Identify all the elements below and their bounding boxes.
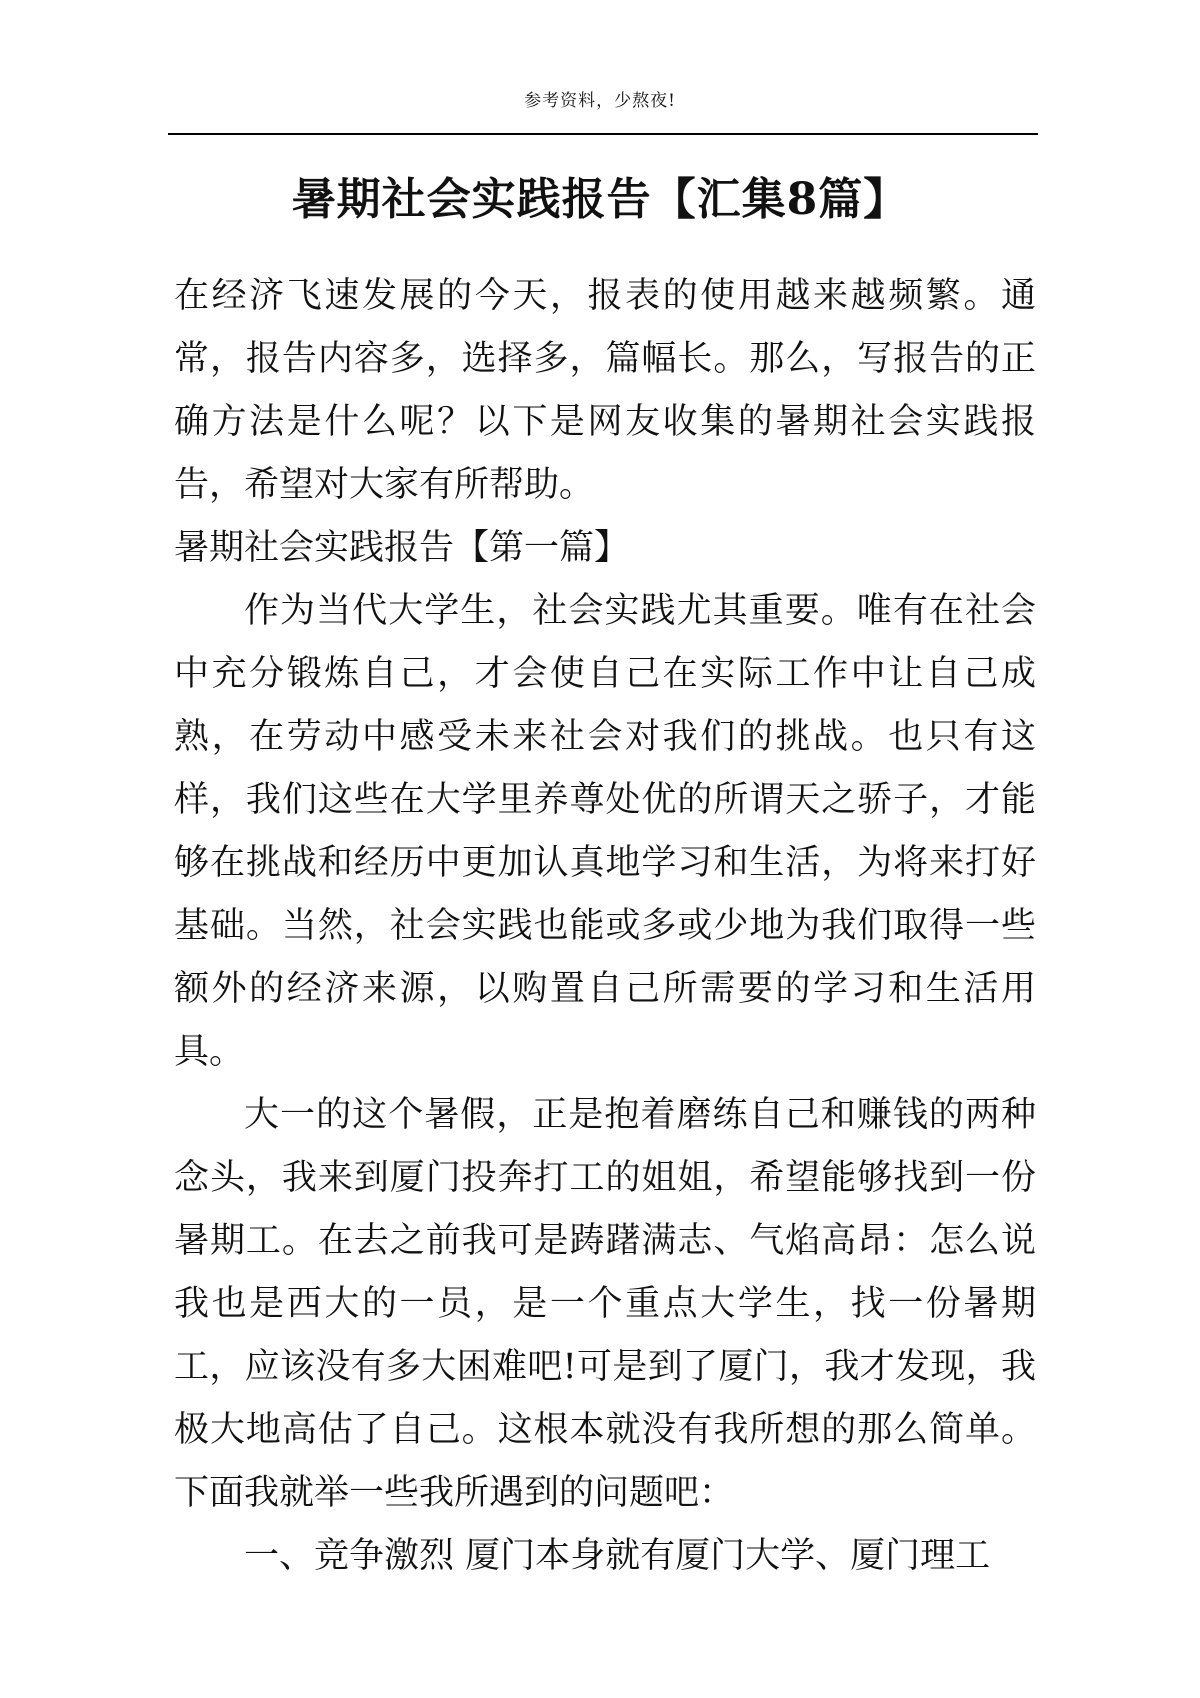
header-divider <box>168 133 1038 135</box>
body-paragraph: 大一的这个暑假，正是抱着磨练自己和赚钱的两种念头，我来到厦门投奔打工的姐姐，希望能够找到一份暑期工。在去之前我可是踌躇满志、气焰高昂：怎么说我也是西大的一员，是一个重点大学生，找一份暑期工，应该没有多大困难吧!可是到了厦门，我才发现，我极大地高估了自己。这根本就没有我所想的那么简单。下面我就举一些我所遇到的问题吧： <box>174 1095 1036 1513</box>
header-note: 参考资料，少熬夜! <box>524 91 676 111</box>
body-paragraph: 一、竞争激烈 厦门本身就有厦门大学、厦门理工 <box>244 1536 991 1576</box>
body-paragraph: 作为当代大学生，社会实践尤其重要。唯有在社会中充分锻炼自己，才会使自己在实际工作中让自己成熟，在劳动中感受未来社会对我们的挑战。也只有这样，我们这些在大学里养尊处优的所谓天之骄子，才能够在挑战和经历中更加认真地学习和生活，为将来打好基础。当然，社会实践也能或多或少地为我们取得一些额外的经济来源，以购置自己所需要的学习和生活用具。 <box>174 591 1036 1072</box>
document-body <box>174 265 1036 1588</box>
intro-paragraph: 在经济飞速发展的今天，报表的使用越来越频繁。通常，报告内容多，选择多，篇幅长。那么，写报告的正确方法是什么呢？以下是网友收集的暑期社会实践报告，希望对大家有所帮助。 <box>174 276 1036 505</box>
section-heading: 暑期社会实践报告【第一篇】 <box>174 528 630 568</box>
document-title: 暑期社会实践报告【汇集8篇】 <box>291 174 909 226</box>
